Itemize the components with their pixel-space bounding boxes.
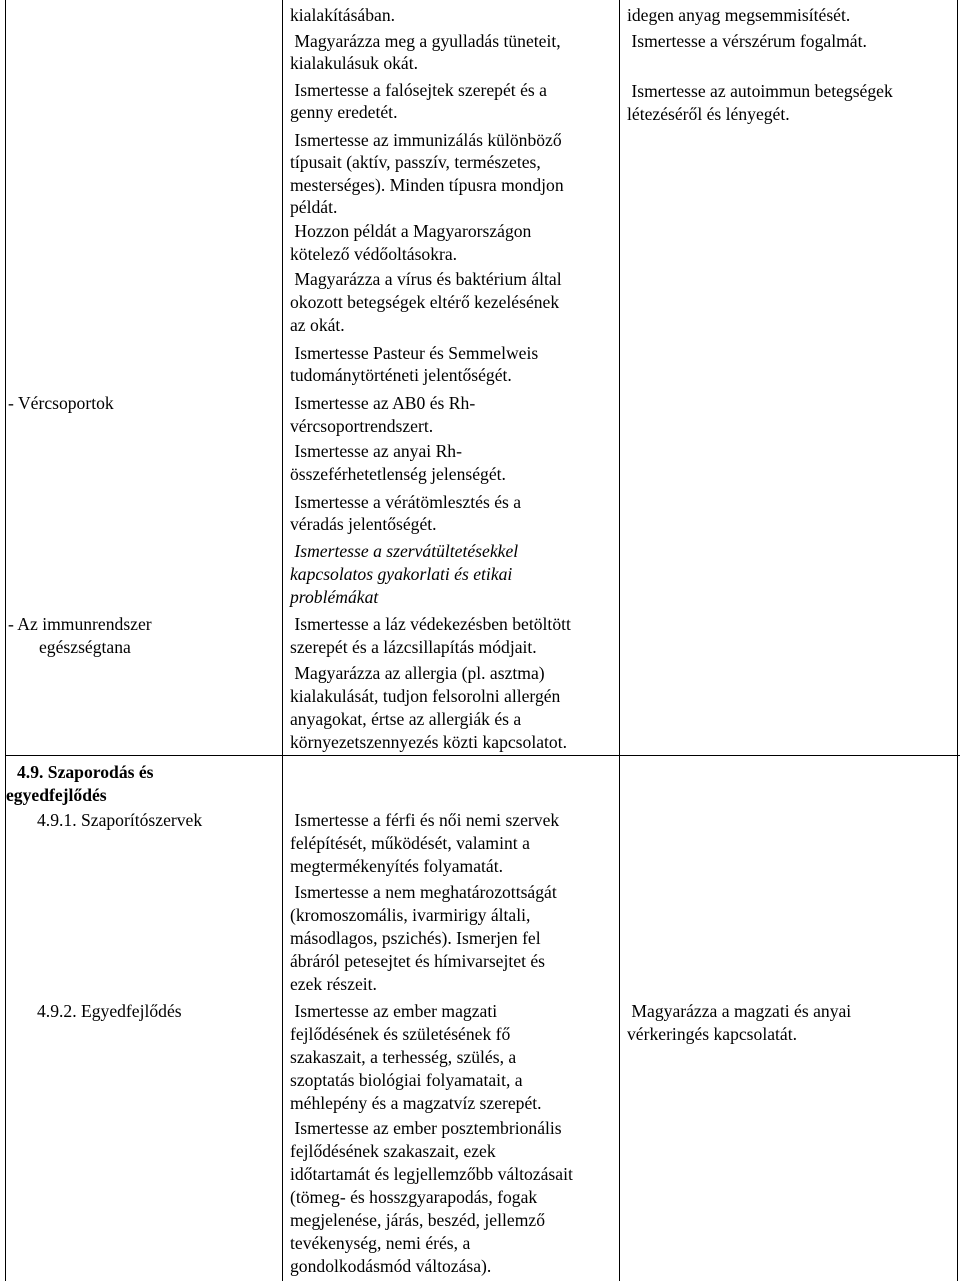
- requirement-7-line-2: vércsoportrendszert.: [290, 416, 434, 436]
- section-szaporodas-line-1: 4.9. Szaporodás és: [17, 762, 154, 782]
- requirement-6-line-2: tudománytörténeti jelentőségét.: [290, 365, 512, 385]
- requirement-11-line-2: szerepét és a lázcsillapítás módjait.: [290, 637, 537, 657]
- section-szaporodas-line-2: egyedfejlődés: [6, 785, 107, 805]
- requirement-8-line-2: összeférhetetlenség jelenségét.: [290, 464, 506, 484]
- requirement-8-line-1: Ismertesse az anyai Rh-: [290, 441, 462, 461]
- requirement-2-line-1: Ismertesse a falósejtek szerepét és a: [290, 80, 547, 100]
- requirement-16-line-1: Ismertesse az ember posztembrionális: [290, 1118, 562, 1138]
- requirement-3-line-2: típusait (aktív, passzív, természetes,: [290, 152, 541, 172]
- requirement-2-line-2: genny eredetét.: [290, 102, 398, 122]
- requirement-3-line-3: mesterséges). Minden típusra mondjon: [290, 175, 564, 195]
- requirement-15-line-2: fejlődésének és születésének fő: [290, 1024, 511, 1044]
- requirement-10-line-3: problémákat: [290, 587, 379, 607]
- requirement-1-line-2: kialakulásuk okát.: [290, 53, 419, 73]
- requirement-3-line-4: példát.: [290, 197, 338, 217]
- topic-immunrendszer-line-2: egészségtana: [39, 637, 131, 657]
- requirement-15-line-1: Ismertesse az ember magzati: [290, 1001, 498, 1021]
- requirement-7-line-1: Ismertesse az AB0 és Rh-: [290, 393, 476, 413]
- goal-3-line-1: Magyarázza a magzati és anyai: [627, 1001, 852, 1021]
- requirement-3-line-1: Ismertesse az immunizálás különböző: [290, 130, 562, 150]
- requirement-12-line-2: kialakulását, tudjon felsorolni allergén: [290, 686, 561, 706]
- requirement-9-line-2: véradás jelentőségét.: [290, 514, 437, 534]
- goal-3-line-2: vérkeringés kapcsolatát.: [627, 1024, 798, 1044]
- table-right-border: [957, 0, 958, 1281]
- requirement-14-line-3: másodlagos, pszichés). Ismerjen fel: [290, 928, 541, 948]
- requirement-0: kialakításában.: [290, 5, 396, 25]
- requirement-1-line-1: Magyarázza meg a gyulladás tüneteit,: [290, 31, 561, 51]
- topic-szaporitoszervek: 4.9.1. Szaporítószervek: [37, 810, 203, 830]
- requirement-4-line-2: kötelező védőoltásokra.: [290, 244, 458, 264]
- requirement-13-line-3: megtermékenyítés folyamatát.: [290, 856, 503, 876]
- topic-egyedfejlodes: 4.9.2. Egyedfejlődés: [37, 1001, 182, 1021]
- column-divider-2: [619, 0, 620, 1281]
- requirement-5-line-2: okozott betegségek eltérő kezelésének: [290, 292, 560, 312]
- row-divider: [5, 755, 960, 756]
- requirement-6-line-1: Ismertesse Pasteur és Semmelweis: [290, 343, 539, 363]
- requirement-15-line-3: szakaszait, a terhesség, szülés, a: [290, 1047, 517, 1067]
- requirement-12-line-3: anyagokat, értse az allergiák és a: [290, 709, 522, 729]
- requirement-4-line-1: Hozzon példát a Magyarországon: [290, 221, 532, 241]
- goal-0: idegen anyag megsemmisítését.: [627, 5, 851, 25]
- requirement-16-line-3: időtartamát és legjellemzőbb változásait: [290, 1164, 573, 1184]
- requirement-16-line-6: tevékenység, nemi érés, a: [290, 1233, 471, 1253]
- requirement-13-line-1: Ismertesse a férfi és női nemi szervek: [290, 810, 560, 830]
- requirement-14-line-2: (kromoszomális, ivarmirigy általi,: [290, 905, 531, 925]
- requirement-12-line-1: Magyarázza az allergia (pl. asztma): [290, 663, 545, 683]
- requirement-16-line-2: fejlődésének szakaszait, ezek: [290, 1141, 496, 1161]
- goal-2-line-2: létezéséről és lényegét.: [627, 104, 790, 124]
- requirement-10-line-2: kapcsolatos gyakorlati és etikai: [290, 564, 513, 584]
- requirement-5-line-3: az okát.: [290, 315, 345, 335]
- goal-1: Ismertesse a vérszérum fogalmát.: [627, 31, 867, 51]
- requirement-9-line-1: Ismertesse a vérátömlesztés és a: [290, 492, 522, 512]
- requirement-15-line-5: méhlepény és a magzatvíz szerepét.: [290, 1093, 542, 1113]
- requirement-10-line-1: Ismertesse a szervátültetésekkel: [290, 541, 519, 561]
- requirement-16-line-4: (tömeg- és hosszgyarapodás, fogak: [290, 1187, 538, 1207]
- requirement-5-line-1: Magyarázza a vírus és baktérium által: [290, 269, 562, 289]
- requirement-11-line-1: Ismertesse a láz védekezésben betöltött: [290, 614, 571, 634]
- requirement-13-line-2: felépítését, működését, valamint a: [290, 833, 530, 853]
- requirement-16-line-7: gondolkodásmód változása).: [290, 1256, 492, 1276]
- requirement-14-line-5: ezek részeit.: [290, 974, 377, 994]
- requirement-14-line-4: ábráról petesejtet és hímivarsejtet és: [290, 951, 546, 971]
- goal-2-line-1: Ismertesse az autoimmun betegségek: [627, 81, 893, 101]
- requirement-15-line-4: szoptatás biológiai folyamatait, a: [290, 1070, 523, 1090]
- topic-vercsoportok: - Vércsoportok: [8, 393, 114, 413]
- topic-immunrendszer-line-1: - Az immunrendszer: [8, 614, 152, 634]
- requirement-12-line-4: környezetszennyezés közti kapcsolatot.: [290, 732, 567, 752]
- requirement-14-line-1: Ismertesse a nem meghatározottságát: [290, 882, 557, 902]
- table-left-border: [5, 0, 6, 1281]
- requirement-16-line-5: megjelenése, járás, beszéd, jellemző: [290, 1210, 545, 1230]
